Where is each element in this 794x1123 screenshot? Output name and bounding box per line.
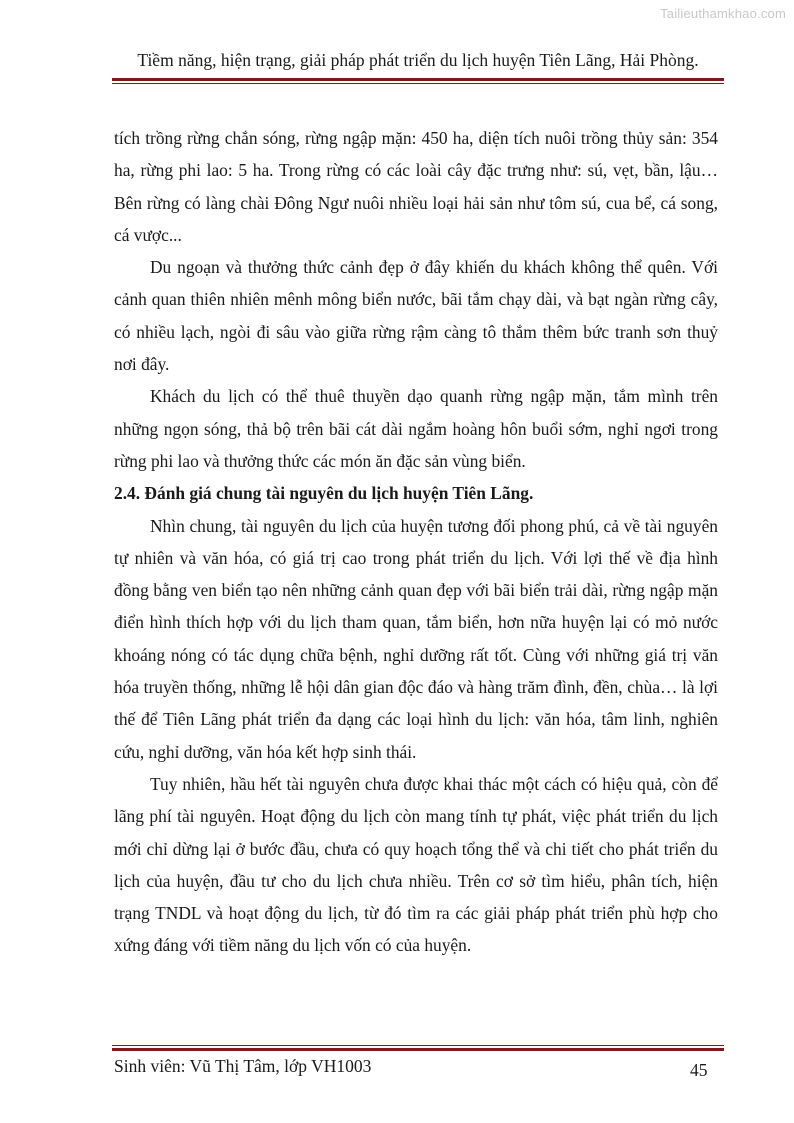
watermark: Tailieuthamkhao.com [660,6,786,21]
page-header-title: Tiềm năng, hiện trạng, giải pháp phát triển du lịch huyện Tiên Lãng, Hải Phòng. [137,50,699,70]
header-rule-thick [112,78,724,81]
body-paragraph: tích trồng rừng chắn sóng, rừng ngập mặn: 450 ha, diện tích nuôi trồng thủy sản: 354 ha, rừng phi lao: 5 ha. Trong rừng có các loài cây đặc trưng như: sú, vẹt, bần, lậu…Bên rừng có làng chài Đông Ngư nuôi nhiều loại hải sản như tôm sú, cua bể, cá song, cá vược... [114,128,718,245]
body-paragraph: Du ngoạn và thưởng thức cảnh đẹp ở đây khiến du khách không thể quên. Với cảnh quan thiên nhiên mênh mông biển nước, bãi tắm chạy dài, và bạt ngàn rừng cây, có nhiều lạch, ngòi đi sâu vào giữa rừng rậm càng tô thắm thêm bức tranh sơn thuỷ nơi đây. [114,257,718,375]
footer-rule-thick [112,1048,724,1051]
header-rule-thin [112,83,724,84]
footer-rule-thin [112,1045,724,1046]
footer-student-info: Sinh viên: Vũ Thị Tâm, lớp VH1003 [114,1056,372,1076]
section-heading: 2.4. Đánh giá chung tài nguyên du lịch huyện Tiên Lãng. [114,483,534,504]
page-number: 45 [690,1060,708,1080]
body-paragraph: Nhìn chung, tài nguyên du lịch của huyện tương đối phong phú, cả về tài nguyên tự nhiên và văn hóa, có giá trị cao trong phát triển du lịch. Với lợi thế về địa hình đồng bằng ven biển tạo nên những cảnh quan đẹp với bãi biển trải dài, rừng ngập mặn điển hình thích hợp với du lịch tham quan, tắm biển, hơn nữa huyện lại có mỏ nước khoáng nóng có tác dụng chữa bệnh, nghỉ dưỡng rất tốt. Cùng với những giá trị văn hóa truyền thống, những lễ hội dân gian độc đáo và hàng trăm đình, đền, chùa… là lợi thế để Tiên Lãng phát triển đa dạng các loại hình du lịch: văn hóa, tâm linh, nghiên cứu, nghỉ dưỡng, văn hóa kết hợp sinh thái. [114,515,718,762]
body-paragraph: Khách du lịch có thể thuê thuyền dạo quanh rừng ngập mặn, tắm mình trên những ngọn sóng, thả bộ trên bãi cát dài ngắm hoàng hôn buổi sớm, nghỉ ngơi trong rừng phi lao và thưởng thức các món ăn đặc sản vùng biển. [114,386,718,471]
body-paragraph: Tuy nhiên, hầu hết tài nguyên chưa được khai thác một cách có hiệu quả, còn để lãng phí tài nguyên. Hoạt động du lịch còn mang tính tự phát, việc phát triển du lịch mới chỉ dừng lại ở bước đầu, chưa có quy hoạch tổng thể và chi tiết cho phát triển du lịch của huyện, đầu tư cho du lịch chưa nhiều. Trên cơ sở tìm hiểu, phân tích, hiện trạng TNDL và hoạt động du lịch, từ đó tìm ra các giải pháp phát triển phù hợp cho xứng đáng với tiềm năng du lịch vốn có của huyện. [114,773,718,956]
page-content [114,122,718,962]
